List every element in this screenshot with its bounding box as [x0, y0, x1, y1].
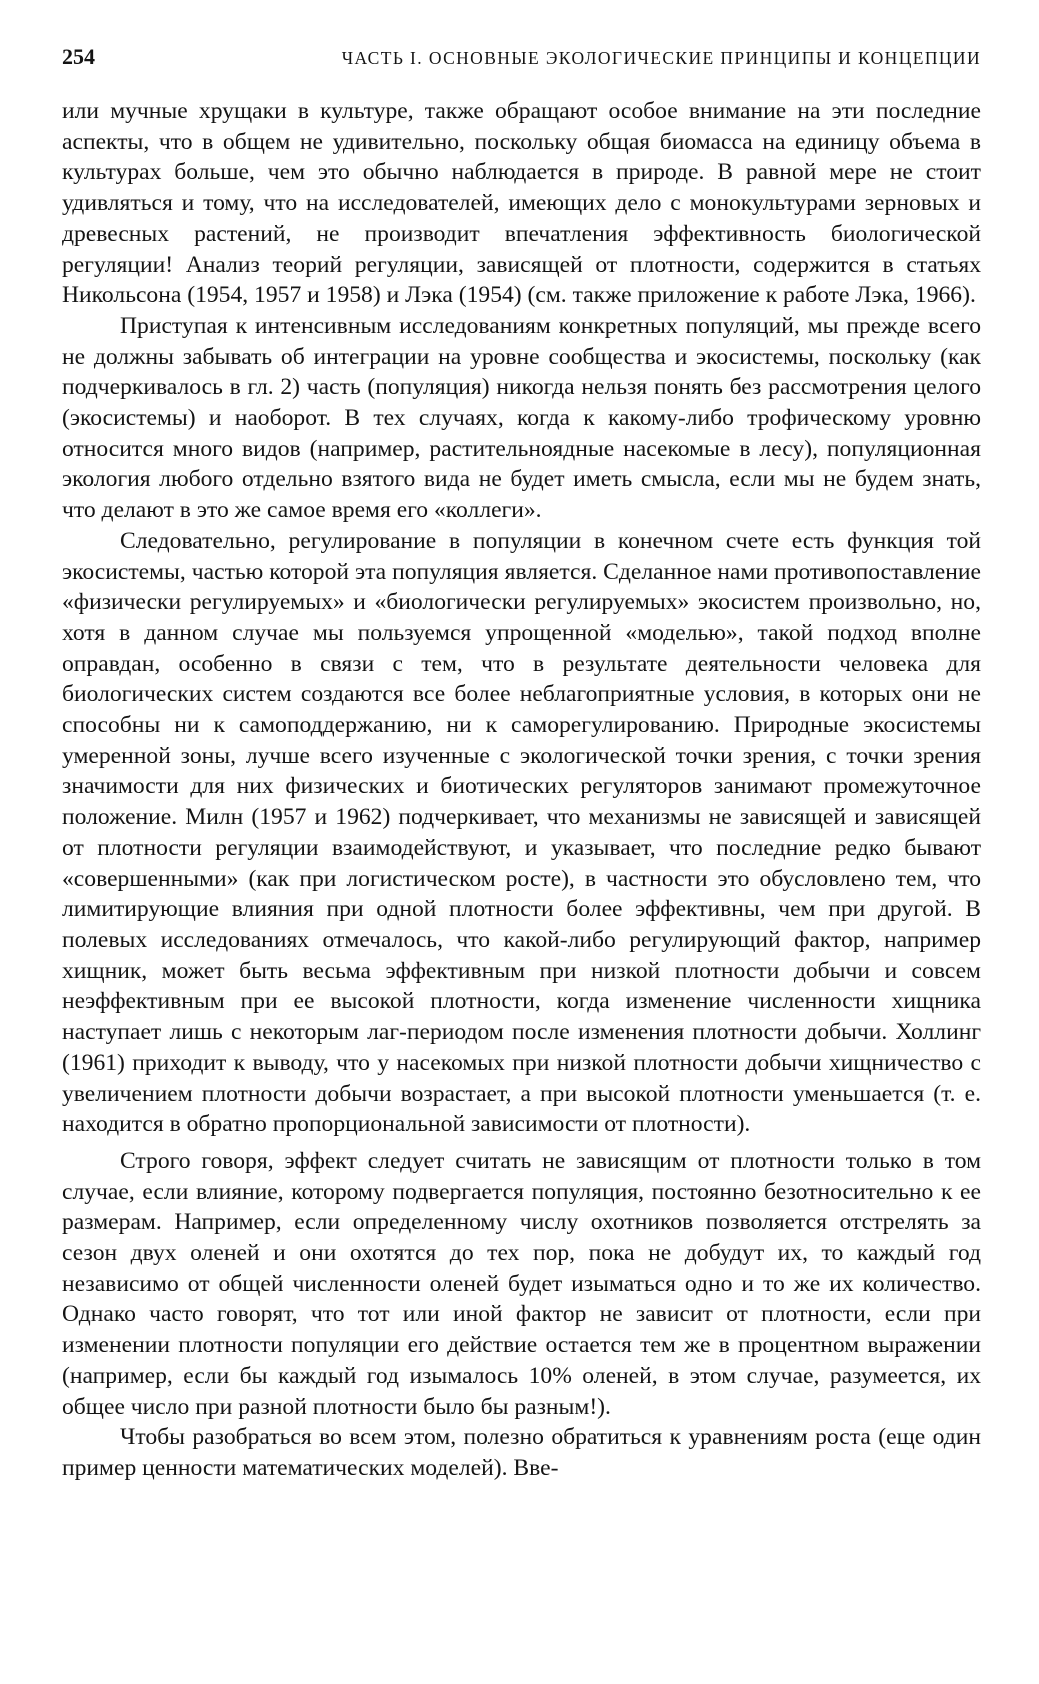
- running-title: ЧАСТЬ I. ОСНОВНЫЕ ЭКОЛОГИЧЕСКИЕ ПРИНЦИПЫ И КОНЦЕПЦИИ: [341, 48, 981, 68]
- page-number: 254: [62, 44, 95, 69]
- paragraph-growth-equations: Чтобы разобраться во всем этом, полезно обратиться к уравнениям роста (еще один пример ценности математических моделей). Вве-: [62, 1424, 981, 1481]
- paragraph-regulation: Следовательно, регулирование в популяции в конечном счете есть функция той экосистемы, частью которой эта популяция является. Сделанное нами противопоставление «физически регулируемых» и «биологически регулируемых» экосистем произвольно, но, хотя в данном случае мы пользуемся упрощенной «моделью», такой подход вполне оправдан, особенно в связи с тем, что в результате деятельности человека для биологических систем создаются все более неблагоприятные условия, в которых они не способны ни к самоподдержанию, ни к саморегулированию. Природные экосистемы умеренной зоны, лучше всего изученные с экологической точки зрения, с точки зрения значимости для них физических и биотических регуляторов занимают промежуточное положение. Милн (1957 и 1962) подчеркивает, что механизмы не зависящей и зависящей от плотности регуляции взаимодействуют, и указывает, что последние редко бывают «совершенными» (как при логистическом росте), в частности это обусловлено тем, что лимитирующие влияния при одной плотности более эффективны, чем при другой. В полевых исследованиях отмечалось, что какой-либо регулирующий фактор, например хищник, может быть весьма эффективным при низкой плотности добычи и совсем неэффективным при ее высокой плотности, когда изменение численности хищника наступает лишь с некоторым лаг-периодом после изменения плотности добычи. Холлинг (1961) приходит к выводу, что у насекомых при низкой плотности добычи хищничество с увеличением плотности добычи возрастает, а при высокой плотности уменьшается (т. е. находится в обратно пропорциональной зависимости от плотности).: [62, 527, 981, 1138]
- paragraph-population-studies: Приступая к интенсивным исследованиям конкретных популяций, мы прежде всего не должны забывать об интеграции на уровне сообщества и экосистемы, поскольку (как подчеркивалось в гл. 2) часть (популяция) никогда нельзя понять без рассмотрения целого (экосистемы) и наоборот. В тех случаях, когда к какому-либо трофическому уровню относится много видов (например, растительноядные насекомые в лесу), популяционная экология любого отдельно взятого вида не будет иметь смысла, если мы не будем знать, что делают в это же самое время его «коллеги».: [62, 312, 981, 524]
- paragraph-density-independence: Строго говоря, эффект следует считать не зависящим от плотности только в том случае, если влияние, которому подвергается популяция, постоянно безотносительно к ее размерам. Например, если определенному числу охотников позволяется отстрелять за сезон двух оленей и они охотятся до тех пор, пока не добудут их, то каждый год независимо от общей численности оленей будет изыматься одно и то же их количество. Однако часто говорят, что тот или иной фактор не зависит от плотности, если при изменении плотности популяции его действие остается тем же в процентном выражении (например, если бы каждый год изымалось 10% оленей, в этом случае, разумеется, их общее число при разной плотности было бы разным!).: [62, 1147, 981, 1420]
- running-head: [62, 44, 981, 78]
- page-body: [62, 96, 981, 1484]
- paragraph-continuation: или мучные хрущаки в культуре, также обращают особое внимание на эти последние аспекты, что в общем не удивительно, поскольку общая биомасса на единицу объема в культурах больше, чем это обычно наблюдается в природе. В равной мере не стоит удивляться и тому, что на исследователей, имеющих дело с монокультурами зерновых и древесных растений, не производит впечатления эффективность биологической регуляции! Анализ теорий регуляции, зависящей от плотности, содержится в статьях Никольсона (1954, 1957 и 1958) и Лэка (1954) (см. также приложение к работе Лэка, 1966).: [62, 98, 981, 309]
